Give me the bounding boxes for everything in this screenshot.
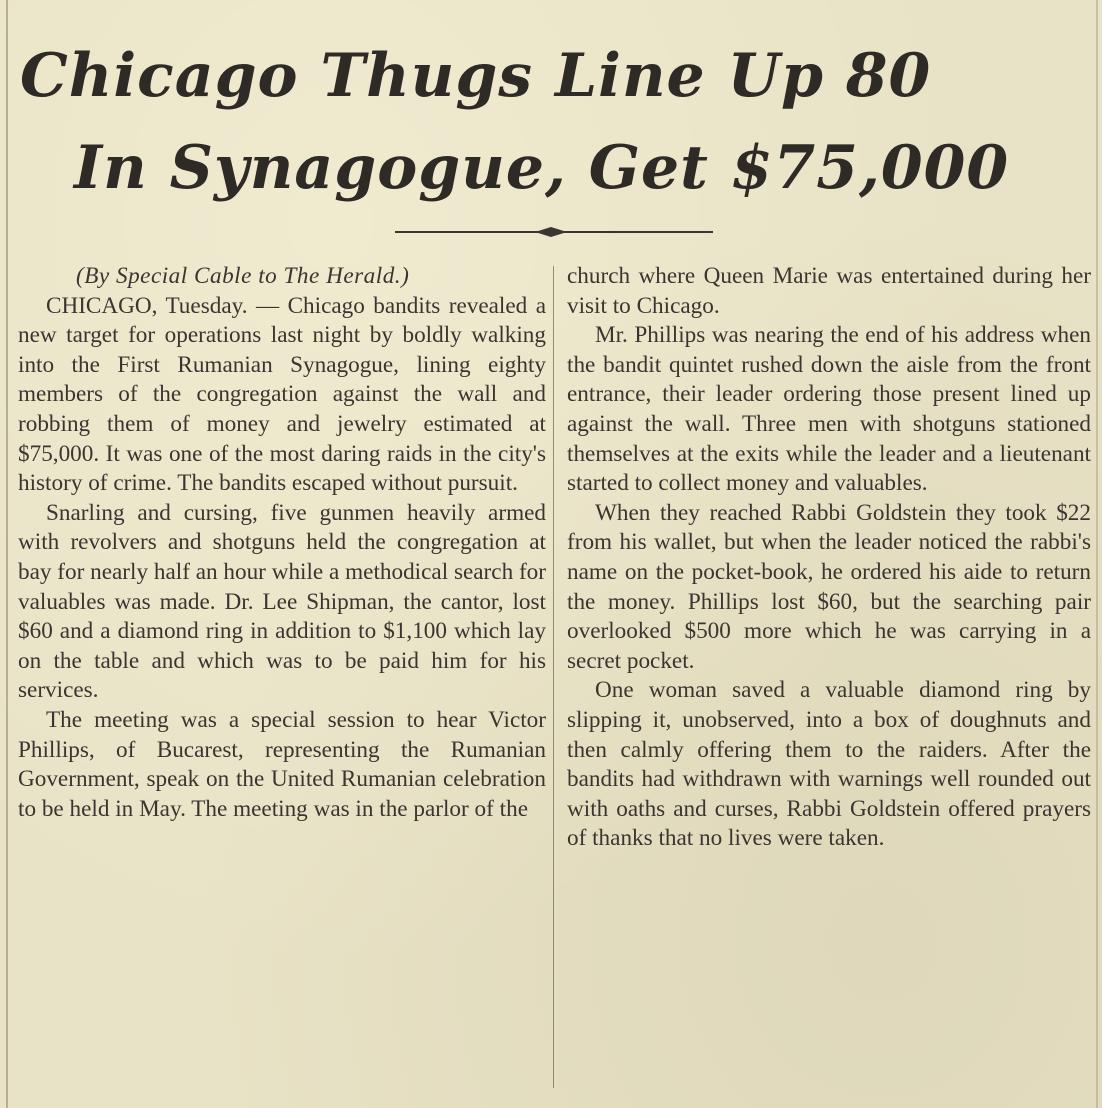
headline xyxy=(0,30,1102,214)
article-column-left xyxy=(18,262,546,824)
paragraph: CHICAGO, Tuesday. — Chicago bandits revealed a new target for operations last night by boldly walking into the First Rumanian Synagogue, lining eighty members of the congregation against the wall and robbing them of money and jewelry estimated at $75,000. It was one of the most daring raids in the city's history of crime. The bandits escaped without pursuit. xyxy=(18,292,546,497)
headline-line-1: Chicago Thugs Line Up 80 xyxy=(20,41,932,111)
paragraph: Snarling and cursing, five gunmen heavily armed with revolvers and shotguns held the congregation at bay for nearly half an hour while a methodical search for valuables was made. Dr. Lee Shipman, the cantor, lost $60 and a diamond ring in addition to $1,100 which lay on the table and which was to be paid him for his services. xyxy=(18,499,546,704)
column-rule xyxy=(553,266,554,1088)
paragraph: One woman saved a valuable diamond ring by slipping it, unobserved, into a box of doughnuts and then calmly offering them to the raiders. After the bandits had withdrawn with warnings well rounded out with oaths and curses, Rabbi Goldstein offered prayers of thanks that no lives were taken. xyxy=(567,677,1091,852)
paragraph: When they reached Rabbi Goldstein they took $22 from his wallet, but when the leader noticed the rabbi's name on the pocket-book, he ordered his aide to return the money. Phillips lost $60, but the searching pair overlooked $500 more which he was carrying in a secret pocket. xyxy=(567,499,1091,674)
paragraph-continued: church where Queen Marie was entertained during her visit to Chicago. xyxy=(567,263,1091,319)
paragraph: The meeting was a special session to hear Victor Phillips, of Bucarest, representing the Rumanian Government, speak on the United Rumanian celebration to be held in May. The meeting was in the parlor of the xyxy=(18,706,546,822)
byline: (By Special Cable to The Herald.) xyxy=(76,263,410,289)
headline-line-2: In Synagogue, Get $75,000 xyxy=(74,133,1010,203)
headline-dash-rule xyxy=(395,224,713,240)
article-column-right xyxy=(567,262,1091,854)
paragraph: Mr. Phillips was nearing the end of his address when the bandit quintet rushed down the aisle from the front entrance, their leader ordering those present lined up against the wall. Three men with shotguns stationed themselves at the exits while the leader and a lieutenant started to collect money and valuables. xyxy=(567,322,1091,497)
